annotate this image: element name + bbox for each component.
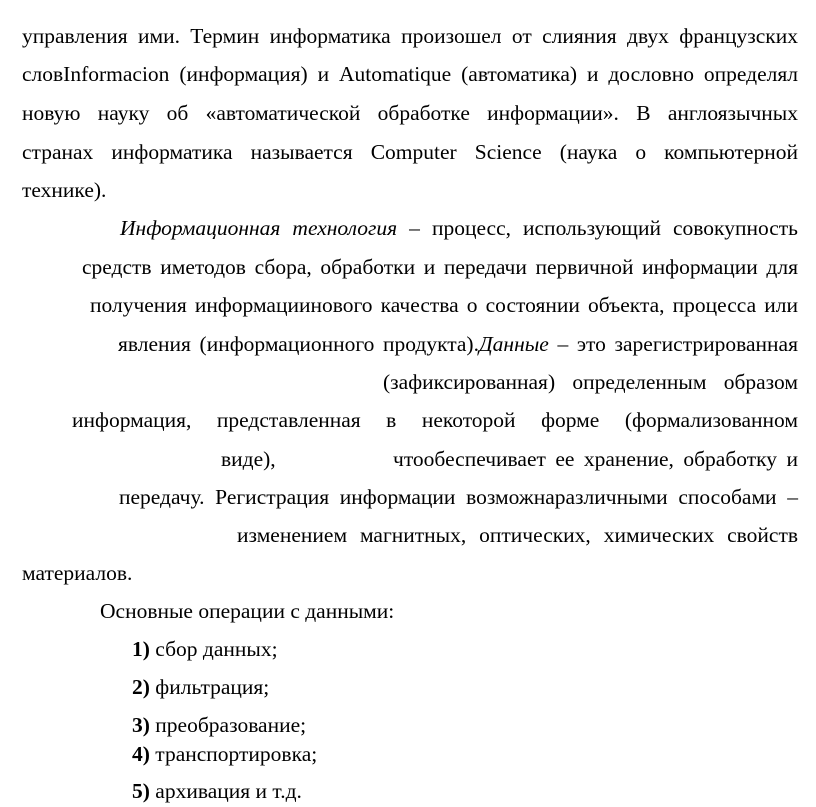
text-line: странах информатика называется Computer Science (наука о компьютерной bbox=[22, 140, 798, 164]
list-heading: Основные операции с данными: bbox=[100, 599, 395, 623]
list-item bbox=[132, 710, 306, 740]
term-information-technology: Информационная технология bbox=[120, 216, 398, 240]
list-item bbox=[132, 634, 278, 664]
text-line: передачу. Регистрация информации возможнаразличными способами – bbox=[119, 485, 798, 509]
list-item-text: преобразование; bbox=[149, 713, 307, 737]
list-item-text: архивация и т.д. bbox=[149, 779, 302, 803]
text-line: изменением магнитных, оптических, химических свойств bbox=[237, 523, 798, 547]
list-item-number: 4) bbox=[132, 742, 150, 766]
text-fragment: – процесс, использующий совокупность bbox=[397, 216, 798, 240]
list-item-number: 3) bbox=[132, 713, 150, 737]
text-line bbox=[118, 329, 798, 359]
list-item-text: транспортировка; bbox=[149, 742, 318, 766]
text-line bbox=[120, 213, 798, 243]
list-item bbox=[132, 776, 302, 806]
text-line: виде), bbox=[221, 447, 276, 471]
list-item-text: сбор данных; bbox=[149, 637, 278, 661]
text-fragment: явления (информационного продукта). bbox=[118, 332, 479, 356]
text-line: словInformacion (информация) и Automatique (автоматика) и дословно определял bbox=[22, 62, 798, 86]
text-line: управления ими. Термин информатика произошел от слияния двух французских bbox=[22, 24, 798, 48]
text-line: получения информациинового качества о состоянии объекта, процесса или bbox=[90, 293, 798, 317]
text-line: средств иметодов сбора, обработки и передачи первичной информации для bbox=[82, 255, 798, 279]
text-line: новую науку об «автоматической обработке информации». В англоязычных bbox=[22, 101, 798, 125]
list-item-number: 5) bbox=[132, 779, 150, 803]
text-line: чтообеспечивает ее хранение, обработку и bbox=[393, 447, 798, 471]
list-item-text: фильтрация; bbox=[149, 675, 270, 699]
list-item bbox=[132, 739, 317, 769]
list-item-number: 1) bbox=[132, 637, 150, 661]
text-line: технике). bbox=[22, 178, 107, 202]
term-data: Данные bbox=[478, 332, 549, 356]
text-line: (зафиксированная) определенным образом bbox=[383, 370, 798, 394]
text-line: материалов. bbox=[22, 561, 133, 585]
text-line: информация, представленная в некоторой форме (формализованном bbox=[72, 408, 798, 432]
list-item-number: 2) bbox=[132, 675, 150, 699]
text-fragment: – это зарегистрированная bbox=[548, 332, 798, 356]
list-item bbox=[132, 672, 269, 702]
